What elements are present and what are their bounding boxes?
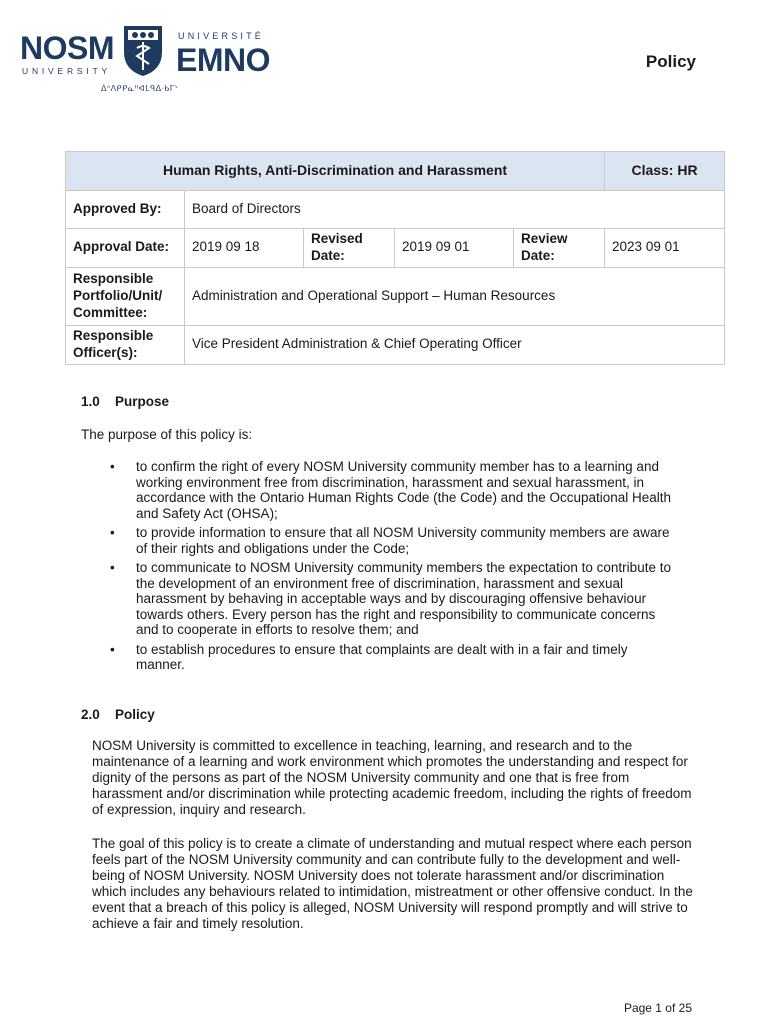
page-number: Page 1 of 25 — [623, 1001, 692, 1015]
officer-value: Vice President Administration & Chief Operating Officer — [185, 325, 725, 364]
list-item — [110, 459, 680, 521]
bullet-icon: • — [110, 641, 115, 657]
revised-date-value: 2019 09 01 — [395, 229, 514, 268]
table-header-row — [66, 152, 725, 191]
section-heading-policy — [81, 707, 155, 722]
table-row — [66, 229, 725, 268]
approval-date-label: Approval Date: — [66, 229, 185, 268]
logo-nosm-wordmark: NOSM — [20, 30, 114, 66]
bullet-icon: • — [110, 525, 115, 540]
approved-by-label: Approved By: — [66, 191, 185, 229]
document-type-label: Policy — [645, 52, 696, 71]
list-item — [110, 525, 680, 556]
review-date-value: 2023 09 01 — [605, 229, 725, 268]
policy-paragraph: NOSM University is committed to excellence in teaching, learning, and research and to the maintenance of a learning and work environment which promotes the understanding and respect for dignity of the persons as part of the NOSM University community and one that is free from harassment and/or discrimination while protecting academic freedom, including the rights of freedom of expression, inquiry and research. — [92, 738, 692, 817]
table-row — [66, 267, 725, 325]
officer-label: Responsible Officer(s): — [66, 325, 185, 364]
portfolio-value: Administration and Operational Support – Human Resources — [185, 267, 725, 325]
section-number: 2.0 — [81, 707, 100, 722]
approval-date-value: 2019 09 18 — [185, 229, 304, 268]
section-title: Purpose — [115, 394, 170, 409]
nosm-university-logo — [16, 20, 276, 96]
approved-by-value: Board of Directors — [185, 191, 725, 229]
portfolio-label: Responsible Portfolio/Unit/ Committee: — [66, 267, 185, 325]
logo-emno-wordmark: EMNO — [176, 42, 270, 78]
revised-date-label: Revised Date: — [304, 229, 395, 268]
logo-university-subtitle: UNIVERSITY — [22, 66, 112, 76]
bullet-icon: • — [110, 459, 115, 474]
section-heading-purpose — [81, 394, 169, 409]
table-row — [66, 325, 725, 364]
bullet-icon: • — [110, 560, 115, 575]
list-item-text: to confirm the right of every NOSM University community member has to a learning and working environment free from discrimination, harassment and sexual harassment, in accordance with the Ontario Human Rights Code (the Code) and the Occupational Health and Safety Act (OHSA); — [136, 459, 672, 521]
purpose-bullet-list — [110, 459, 680, 677]
logo-syllabics: ᐃᐢᐱᑭᑭᓇᐦᐊᒪᑫᐃᐧᑲᒥᐠ — [101, 84, 179, 93]
list-item-text: to communicate to NOSM University community members the expectation to contribute to the development of an environment free of discrimination, harassment and sexual harassment by behaving in acceptable ways and by discouraging offensive behaviour towards others. Every person has the right and responsibility to communicate concerns and to cooperate in efforts to resolve them; and — [136, 560, 671, 637]
policy-info-table — [65, 151, 725, 365]
list-item — [110, 560, 680, 638]
purpose-intro: The purpose of this policy is: — [81, 427, 253, 442]
logo-universite-label: UNIVERSITÉ — [178, 31, 265, 41]
policy-class: Class: HR — [605, 152, 725, 191]
section-number: 1.0 — [81, 394, 100, 409]
list-item-text: to establish procedures to ensure that complaints are dealt with in a fair and timely manner. — [136, 641, 628, 672]
table-row — [66, 191, 725, 229]
policy-paragraph: The goal of this policy is to create a climate of understanding and mutual respect where each person feels part of the NOSM University community and can contribute fully to the development and well-being of NOSM University. NOSM University does not tolerate harassment and/or discrimination which includes any behaviours related to intimidation, mistreatment or other offensive conduct. In the event that a breach of this policy is alleged, NOSM University will respond promptly and will strive to achieve a fair and timely resolution. — [92, 836, 693, 931]
shield-crest-icon — [121, 22, 165, 78]
policy-title: Human Rights, Anti-Discrimination and Harassment — [66, 152, 605, 191]
review-date-label: Review Date: — [514, 229, 605, 268]
list-item — [110, 642, 680, 673]
list-item-text: to provide information to ensure that all NOSM University community members are aware of their rights and obligations under the Code; — [136, 525, 670, 556]
section-title: Policy — [115, 707, 155, 722]
